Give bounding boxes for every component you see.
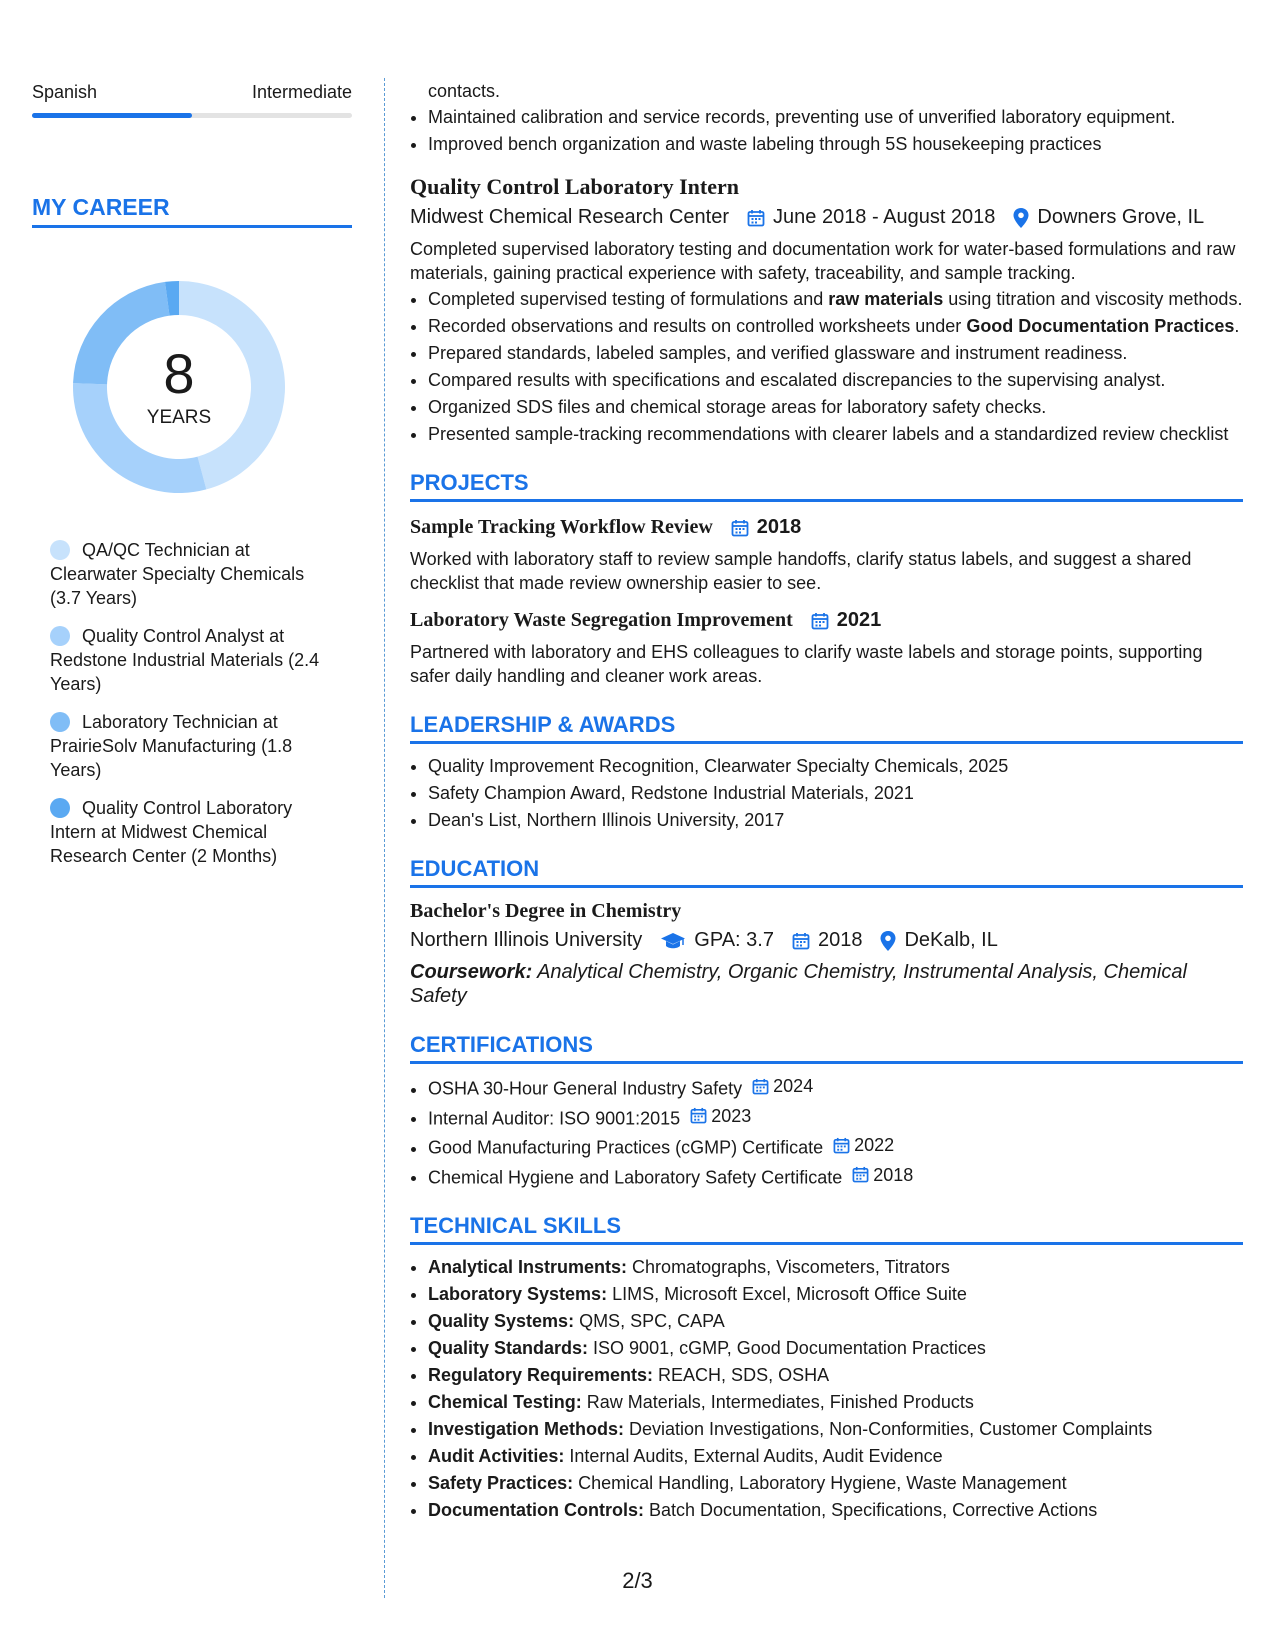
- coursework: [410, 960, 1243, 1008]
- bullet: • Completed supervised testing of formulations and raw materials using titration and viscosity methods.: [428, 287, 1243, 311]
- legend-dot: [50, 712, 70, 732]
- donut-center: [64, 272, 294, 502]
- language-bar-fill: [32, 113, 192, 118]
- job-summary: Completed supervised laboratory testing and documentation work for water-based formulations and raw materials, gaining practical experience with safety, traceability, and sample tracking.: [410, 239, 1236, 283]
- prev-job-continuation: [410, 78, 1243, 105]
- certification-item: • OSHA 30-Hour General Industry Safety 2024: [428, 1074, 1243, 1101]
- graduation-year: 2018: [817, 929, 863, 951]
- skill-item: • Documentation Controls: Batch Documentation, Specifications, Corrective Actions: [428, 1498, 1243, 1522]
- career-legend: [32, 538, 352, 868]
- award-item: • Quality Improvement Recognition, Clearwater Specialty Chemicals, 2025: [428, 754, 1243, 778]
- career-total-value: 8: [163, 342, 195, 405]
- project-year: 2021: [836, 609, 882, 631]
- legend-label: Quality Control Laboratory Intern at Midwest Chemical Research Center (2 Months): [50, 798, 293, 866]
- project-description: Partnered with laboratory and EHS colleagues to clarify waste labels and storage points, supporting safer daily handling and cleaner work areas.: [410, 642, 1203, 686]
- legend-item: [50, 538, 320, 610]
- calendar-icon: [811, 612, 829, 630]
- skill-item: • Regulatory Requirements: REACH, SDS, OSHA: [428, 1363, 1243, 1387]
- school-location: DeKalb, IL: [904, 929, 998, 951]
- bullet: • Recorded observations and results on controlled worksheets under Good Documentation Practices.: [428, 314, 1243, 338]
- projects-heading: PROJECTS: [410, 470, 1243, 502]
- legend-dot: [50, 626, 70, 646]
- calendar-icon: [747, 209, 765, 227]
- bullet: • Compared results with specifications and escalated discrepancies to the supervising analyst.: [428, 368, 1243, 392]
- legend-dot: [50, 798, 70, 818]
- certifications-heading: CERTIFICATIONS: [410, 1032, 1243, 1064]
- language-bar: [32, 113, 352, 118]
- skill-item: • Laboratory Systems: LIMS, Microsoft Excel, Microsoft Office Suite: [428, 1282, 1243, 1306]
- gpa: GPA: 3.7: [694, 929, 774, 951]
- language-level: Intermediate: [251, 82, 352, 102]
- coursework-label: Coursework:: [410, 961, 533, 983]
- skill-item: • Audit Activities: Internal Audits, External Audits, Audit Evidence: [428, 1444, 1243, 1468]
- location-pin-icon: [1013, 208, 1029, 228]
- certification-item: • Good Manufacturing Practices (cGMP) Certificate 2022: [428, 1133, 1243, 1160]
- calendar-icon: [731, 519, 749, 537]
- project-description: Worked with laboratory staff to review sample handoffs, clarify status labels, and suggest a shared checklist that made review ownership easier to see.: [410, 549, 1192, 593]
- job-company: Midwest Chemical Research Center: [410, 206, 730, 228]
- skills-heading: TECHNICAL SKILLS: [410, 1213, 1243, 1245]
- project-name: Laboratory Waste Segregation Improvement: [410, 609, 793, 631]
- prev-job-bullets: [410, 105, 1243, 156]
- bullet: • Prepared standards, labeled samples, and verified glassware and instrument readiness.: [428, 341, 1243, 365]
- continuation-text: contacts.: [428, 81, 501, 101]
- job-meta: [410, 206, 1243, 229]
- skill-item: • Analytical Instruments: Chromatographs, Viscometers, Titrators: [428, 1255, 1243, 1279]
- left-column: [32, 78, 352, 882]
- calendar-icon: [752, 1078, 769, 1095]
- award-item: • Dean's List, Northern Illinois University, 2017: [428, 808, 1243, 832]
- calendar-icon: [852, 1166, 869, 1183]
- column-divider: [384, 78, 385, 1598]
- legend-label: Quality Control Analyst at Redstone Industrial Materials (2.4 Years): [50, 626, 320, 694]
- calendar-icon: [792, 932, 810, 950]
- certification-item: • Chemical Hygiene and Laboratory Safety Certificate 2018: [428, 1163, 1243, 1190]
- career-total-unit: YEARS: [146, 407, 212, 428]
- job-location: Downers Grove, IL: [1037, 206, 1205, 228]
- school-name: Northern Illinois University: [410, 929, 643, 951]
- education-meta: [410, 929, 1243, 952]
- certifications-list: [410, 1074, 1243, 1189]
- skill-item: • Quality Standards: ISO 9001, cGMP, Good Documentation Practices: [428, 1336, 1243, 1360]
- job-title: Quality Control Laboratory Intern: [410, 174, 739, 199]
- legend-item: [50, 624, 320, 696]
- job-dates: June 2018 - August 2018: [773, 206, 996, 228]
- bullet: • Maintained calibration and service records, preventing use of unverified laboratory equipment.: [428, 105, 1243, 129]
- job-bullets: [410, 287, 1243, 446]
- legend-label: Laboratory Technician at PrairieSolv Manufacturing (1.8 Years): [50, 712, 293, 780]
- career-donut: [64, 272, 294, 502]
- language-name: Spanish: [32, 82, 98, 102]
- project-name: Sample Tracking Workflow Review: [410, 516, 713, 538]
- skill-item: • Safety Practices: Chemical Handling, Laboratory Hygiene, Waste Management: [428, 1471, 1243, 1495]
- education-heading: EDUCATION: [410, 856, 1243, 888]
- skill-item: • Chemical Testing: Raw Materials, Intermediates, Finished Products: [428, 1390, 1243, 1414]
- skill-item: • Quality Systems: QMS, SPC, CAPA: [428, 1309, 1243, 1333]
- calendar-icon: [690, 1107, 707, 1124]
- right-column: [410, 78, 1243, 1525]
- skills-list: [410, 1255, 1243, 1522]
- skill-item: • Investigation Methods: Deviation Investigations, Non-Conformities, Customer Complaints: [428, 1417, 1243, 1441]
- coursework-list: Analytical Chemistry, Organic Chemistry, Instrumental Analysis, Chemical Safety: [410, 961, 1187, 1007]
- project-title: [410, 609, 1243, 632]
- graduation-cap-icon: [660, 932, 686, 950]
- awards-list: [410, 754, 1243, 832]
- certification-item: • Internal Auditor: ISO 9001:2015 2023: [428, 1104, 1243, 1131]
- awards-heading: LEADERSHIP & AWARDS: [410, 712, 1243, 744]
- degree-title: Bachelor's Degree in Chemistry: [410, 900, 682, 922]
- project-year: 2018: [756, 516, 802, 538]
- award-item: • Safety Champion Award, Redstone Industrial Materials, 2021: [428, 781, 1243, 805]
- legend-item: [50, 710, 320, 782]
- career-title: MY CAREER: [32, 194, 352, 228]
- calendar-icon: [833, 1137, 850, 1154]
- location-pin-icon: [880, 931, 896, 951]
- bullet: • Presented sample-tracking recommendations with clearer labels and a standardized review checklist: [428, 422, 1243, 446]
- legend-label: QA/QC Technician at Clearwater Specialty Chemicals (3.7 Years): [50, 540, 305, 608]
- project-title: [410, 516, 1243, 539]
- legend-item: [50, 796, 320, 868]
- bullet: • Improved bench organization and waste labeling through 5S housekeeping practices: [428, 132, 1243, 156]
- language-row: [32, 82, 352, 103]
- page-number: 2/3: [622, 1568, 653, 1593]
- bullet: • Organized SDS files and chemical storage areas for laboratory safety checks.: [428, 395, 1243, 419]
- legend-dot: [50, 540, 70, 560]
